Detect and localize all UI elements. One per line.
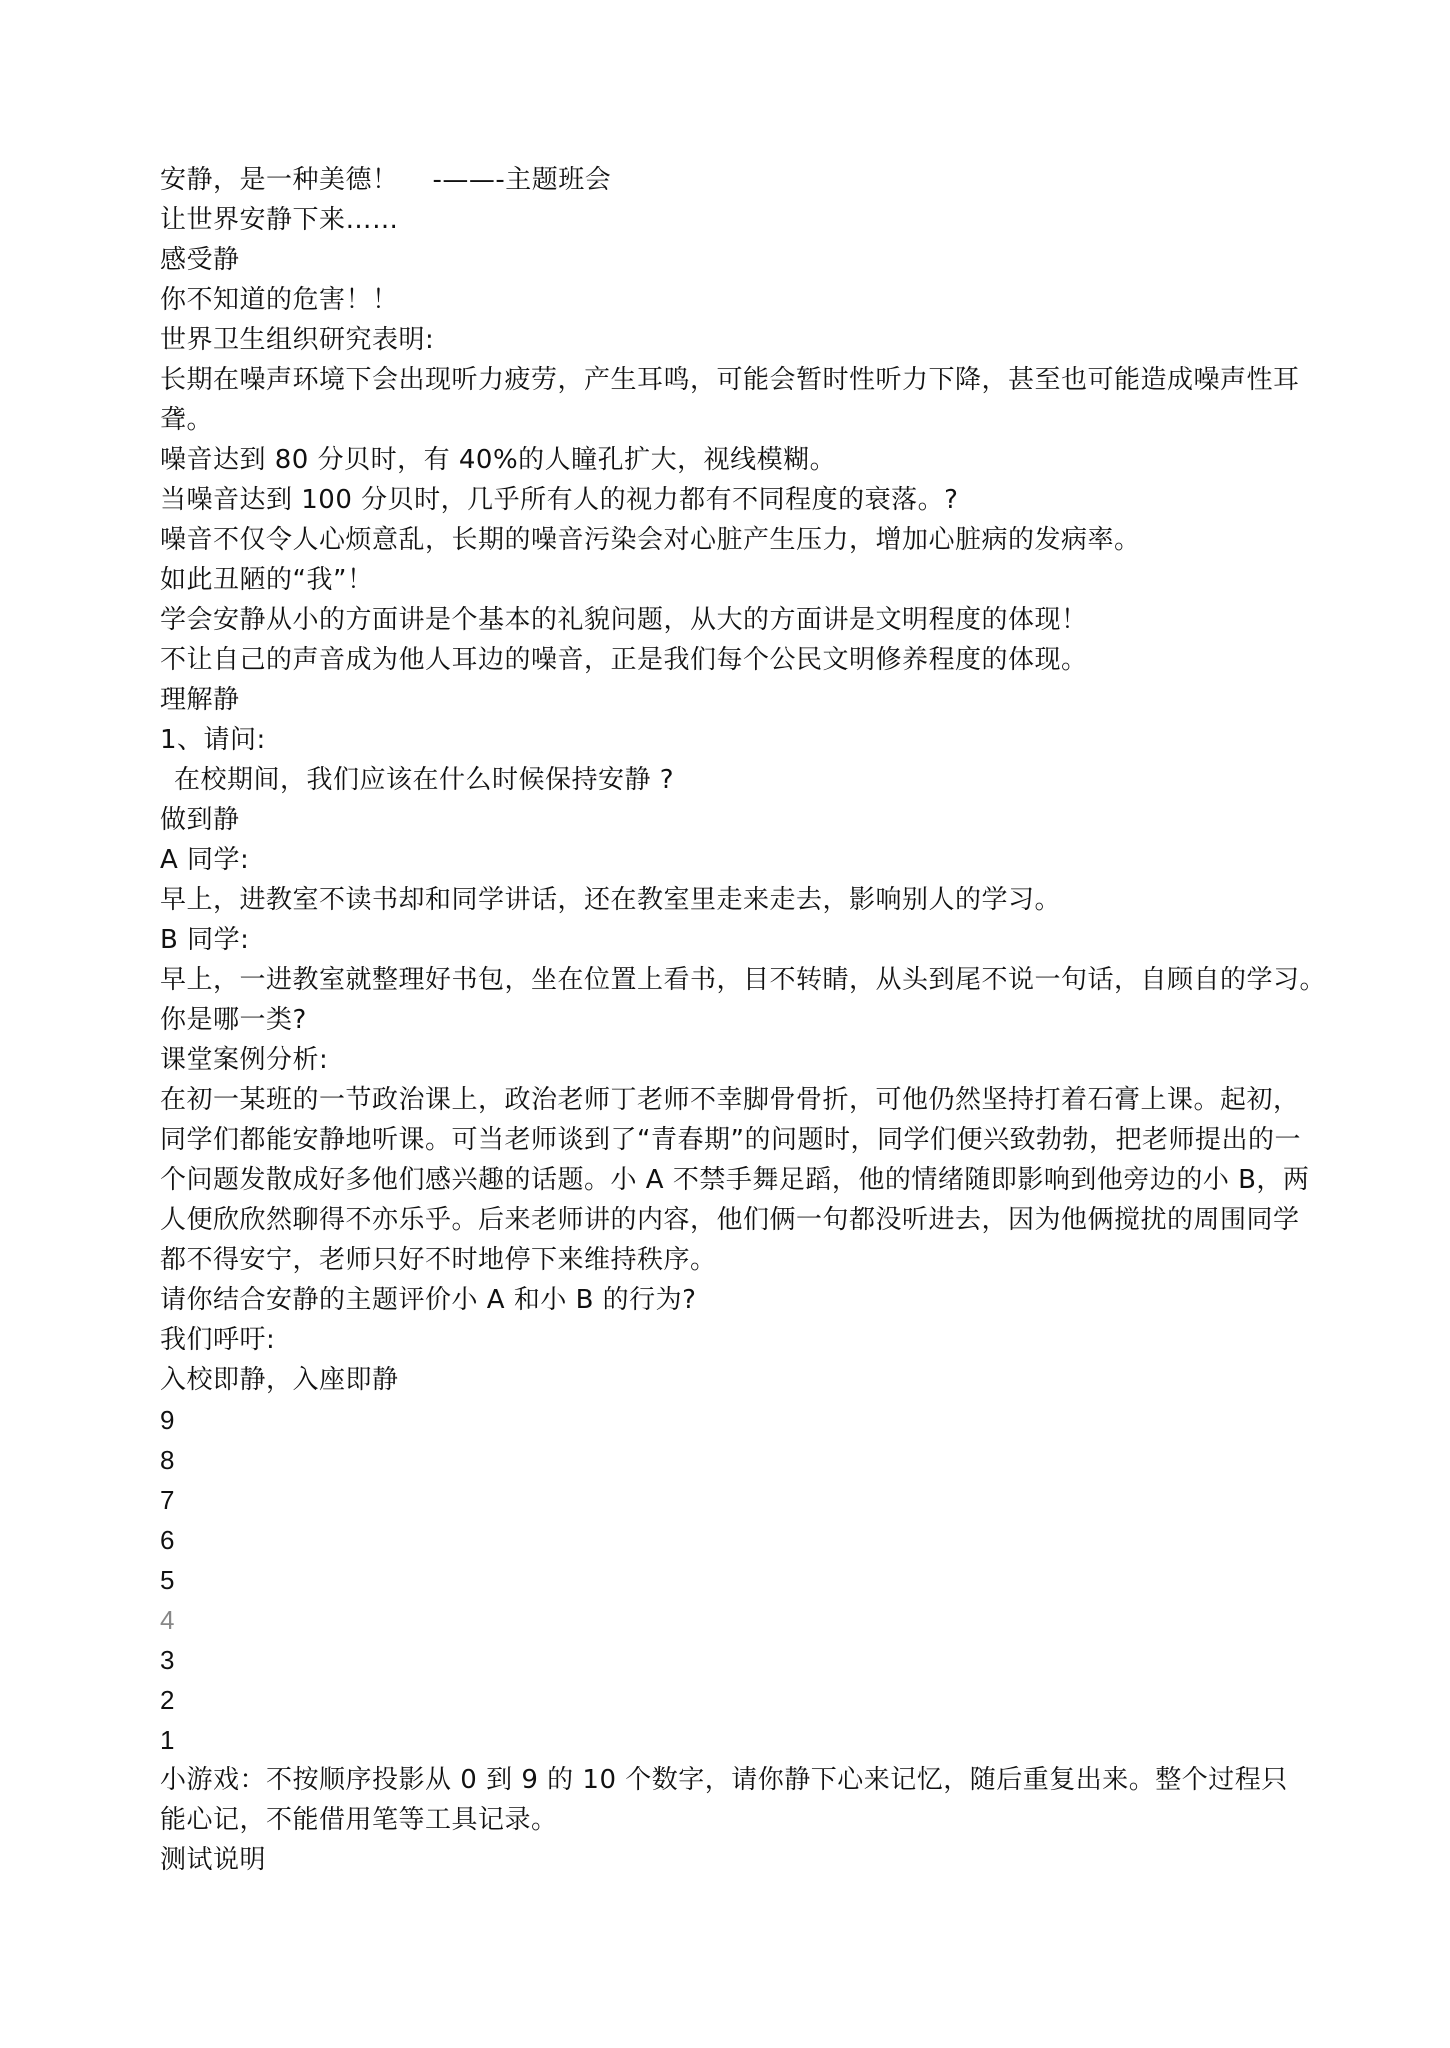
slogan-line: 让世界安静下来…… xyxy=(160,205,399,235)
student-b-label: B 同学: xyxy=(160,925,250,955)
civility-line: 不让自己的声音成为他人耳边的噪音，正是我们每个公民文明修养程度的体现。 xyxy=(160,645,1088,675)
section-heading-understand: 理解静 xyxy=(160,685,240,715)
countdown-digit: 8 xyxy=(160,1445,175,1475)
countdown-digit: 6 xyxy=(160,1525,175,1555)
case-analysis-paragraph: 在初一某班的一节政治课上，政治老师丁老师不幸脚骨骨折，可他仍然坚持打着石膏上课。起初，同学们都能安静地听课。可当老师谈到了“青春期”的问题时，同学们便兴致勃勃，把老师提出的一个问题发散成好多他们感兴趣的话题。小 A 不禁手舞足蹈，他的情绪随即影响到他旁边的小 B，两人便欣欣然聊得不亦乐乎。后来老师讲的内容，他们俩一句都没听进去，因为他俩搅扰的周围同学都不得安宁，老师只好不时地停下来维持秩序。 xyxy=(160,1085,1310,1275)
title-suffix: -——-主题班会 xyxy=(432,165,612,195)
countdown-digit: 7 xyxy=(160,1485,175,1515)
countdown-digit: 5 xyxy=(160,1565,175,1595)
manners-line: 学会安静从小的方面讲是个基本的礼貌问题，从大的方面讲是文明程度的体现！ xyxy=(160,605,1088,635)
student-a-text: 早上，进教室不读书却和同学讲话，还在教室里走来走去，影响别人的学习。 xyxy=(160,885,1062,915)
countdown-digit: 1 xyxy=(160,1725,175,1755)
student-b-text: 早上，一进教室就整理好书包，坐在位置上看书，目不转睛，从头到尾不说一句话，自顾自的学习。 xyxy=(160,965,1327,995)
student-a-label: A 同学: xyxy=(160,845,250,875)
hazard-heading: 你不知道的危害！！ xyxy=(160,285,399,315)
appeal-heading: 我们呼吁: xyxy=(160,1325,276,1355)
who-research-line: 世界卫生组织研究表明: xyxy=(160,325,435,355)
title-main: 安静，是一种美德！ xyxy=(160,165,399,195)
test-instructions-heading: 测试说明 xyxy=(160,1845,267,1875)
section-heading-do: 做到静 xyxy=(160,805,240,835)
question-text: 在校期间，我们应该在什么时候保持安静 ? xyxy=(174,765,675,795)
which-type-line: 你是哪一类? xyxy=(160,1005,307,1035)
case-analysis-heading: 课堂案例分析: xyxy=(160,1045,329,1075)
noise-100db-line: 当噪音达到 100 分贝时，几乎所有人的视力都有不同程度的衰落。? xyxy=(160,485,959,515)
countdown-list xyxy=(160,1400,1310,1760)
countdown-digit: 9 xyxy=(160,1405,175,1435)
document-title xyxy=(160,160,1310,200)
countdown-digit: 4 xyxy=(160,1605,175,1635)
question-label: 1、请问: xyxy=(160,725,266,755)
countdown-digit: 3 xyxy=(160,1645,175,1675)
document-page xyxy=(160,160,1327,1880)
appeal-slogan: 入校即静，入座即静 xyxy=(160,1365,399,1395)
noise-80db-line: 噪音达到 80 分贝时，有 40%的人瞳孔扩大，视线模糊。 xyxy=(160,445,837,475)
section-heading-feel: 感受静 xyxy=(160,245,240,275)
ugly-me-line: 如此丑陋的“我”！ xyxy=(160,565,374,595)
memory-game-paragraph: 小游戏：不按顺序投影从 0 到 9 的 10 个数字，请你静下心来记忆，随后重复出来。整个过程只能心记，不能借用笔等工具记录。 xyxy=(160,1765,1288,1835)
heart-disease-line: 噪音不仅令人心烦意乱，长期的噪音污染会对心脏产生压力，增加心脏病的发病率。 xyxy=(160,525,1141,555)
hearing-fatigue-paragraph: 长期在噪声环境下会出现听力疲劳，产生耳鸣，可能会暂时性听力下降，甚至也可能造成噪声性耳聋。 xyxy=(160,365,1300,435)
countdown-digit: 2 xyxy=(160,1685,175,1715)
evaluate-question: 请你结合安静的主题评价小 A 和小 B 的行为? xyxy=(160,1285,697,1315)
